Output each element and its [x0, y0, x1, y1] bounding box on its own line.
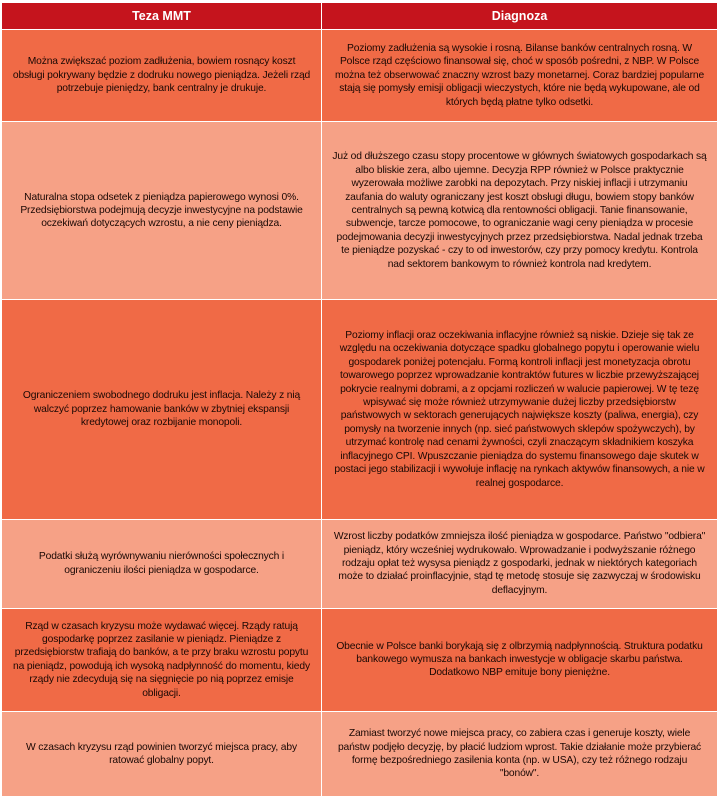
diagnoza-cell: Poziomy zadłużenia są wysokie i rosną. Bilanse banków centralnych rosną. W Polsce rząd częściowo finansował się, choć w sposób pośredni, z NBP. W Polsce można też obserwować znaczny wzrost bazy monetarnej. Coraz bardziej popularne stają się pomysły emisji obligacji wieczystych, które nie będą wykupowane, ale od których będą płatne tylko odsetki. — [322, 30, 718, 122]
mmt-table — [1, 2, 718, 797]
column-header-diagnoza: Diagnoza — [322, 3, 718, 30]
diagnoza-cell: Już od dłuższego czasu stopy procentowe w głównych światowych gospodarkach są albo bliskie zera, albo ujemne. Decyzja RPP również w Polsce praktycznie wyzerowała możliwe zarobki na depozytach. Przy niskiej inflacji i utrzymaniu zaufania do waluty ograniczany jest koszt obsługi długu, bowiem stopy banków centralnych są pewną kotwicą dla rentowności obligacji. Tanie finansowanie, subwencje, tarcze pomocowe, to ograniczanie wagi ceny pieniądza w procesie podejmowania decyzji inwestycyjnych przez przedsiębiorstwa. Nadal jednak trzeba te pieniądze pozyskać - czy to od inwestorów, czy przy pomocy kredytu. Kontrola nad sektorem bankowym to również kontrola nad kredytem. — [322, 122, 718, 300]
teza-cell: Rząd w czasach kryzysu może wydawać więcej. Rządy ratują gospodarkę poprzez zasilanie w pieniądz. Pieniądze z przedsiębiorstw trafiają do banków, a te przy braku wzrostu popytu na pieniądz, powodują ich wysoką nadpłynność do momentu, kiedy rządy nie zdecydują się na sięgnięcie po nią poprzez emisje obligacji. — [2, 608, 322, 711]
table-row — [2, 519, 718, 608]
teza-cell: Naturalna stopa odsetek z pieniądza papierowego wynosi 0%. Przedsiębiorstwa podejmują decyzje inwestycyjne na podstawie oczekiwań dotyczących wzrostu, a nie ceny pieniądza. — [2, 122, 322, 300]
diagnoza-cell: Poziomy inflacji oraz oczekiwania inflacyjne również są niskie. Dzieje się tak ze względu na oczekiwania dotyczące spadku globalnego popytu i operowanie wielu gospodarek poniżej potencjału. Formą kontroli inflacji jest monetyzacja obrotu towarowego poprzez wprowadzanie kontraktów futures w liczbie przewyższającej pokrycie realnymi dobrami, a z opcjami rozliczeń w walucie papierowej. W tę tezę wpisywać się może również utrzymywanie dużej liczby przedsiębiorstw państwowych w sektorach generujących największe koszty (paliwa, energia), czy pomysły na tworzenie innych (np. sieć państwowych sklepów spożywczych), by utrzymać kontrolę nad cenami żywności, czyli znaczącym składnikiem koszyka inflacyjnego CPI. Wpuszczanie pieniądza do systemu finansowego daje skutek w postaci jego stabilizacji i wywołuje inflację na rynkach aktywów finansowych, a nie w realnej gospodarce. — [322, 300, 718, 519]
diagnoza-cell: Wzrost liczby podatków zmniejsza ilość pieniądza w gospodarce. Państwo "odbiera" pieniądz, który wcześniej wydrukowało. Wprowadzanie i podwyższanie różnego rodzaju opłat też wysysa pieniądz z gospodarki, jednak w niektórych kategoriach może to działać proinflacyjnie, stąd tę metodę stosuje się zazwyczaj w środowisku deflacyjnym. — [322, 519, 718, 608]
teza-cell: Ograniczeniem swobodnego dodruku jest inflacja. Należy z nią walczyć poprzez hamowanie banków w zbytniej ekspansji kredytowej oraz rozbijanie monopoli. — [2, 300, 322, 519]
teza-cell: Można zwiększać poziom zadłużenia, bowiem rosnący koszt obsługi pokrywany będzie z dodruku nowego pieniądza. Jeżeli rząd potrzebuje pieniędzy, bank centralny je drukuje. — [2, 30, 322, 122]
column-header-teza: Teza MMT — [2, 3, 322, 30]
table-header-row — [2, 3, 718, 30]
table-row — [2, 122, 718, 300]
table-row — [2, 608, 718, 711]
diagnoza-cell: Obecnie w Polsce banki borykają się z olbrzymią nadpłynnością. Struktura podatku bankowego wymusza na bankach inwestycje w obligacje skarbu państwa. Dodatkowo NBP emituje bony pieniężne. — [322, 608, 718, 711]
teza-cell: Podatki służą wyrównywaniu nierówności społecznych i ograniczeniu ilości pieniądza w gospodarce. — [2, 519, 322, 608]
table-row — [2, 711, 718, 796]
diagnoza-cell: Zamiast tworzyć nowe miejsca pracy, co zabiera czas i generuje koszty, wiele państw podjęło decyzję, by płacić ludziom wprost. Takie działanie może przybierać formę bezpośredniego zasilenia konta (np. w USA), czy też różnego rodzaju "bonów". — [322, 711, 718, 796]
table-row — [2, 300, 718, 519]
table-row — [2, 30, 718, 122]
teza-cell: W czasach kryzysu rząd powinien tworzyć miejsca pracy, aby ratować globalny popyt. — [2, 711, 322, 796]
